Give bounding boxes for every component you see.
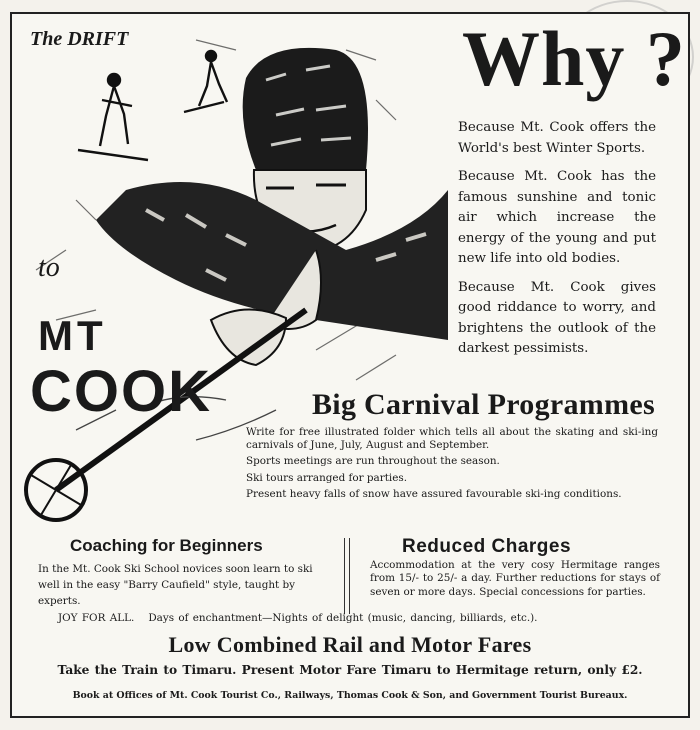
drift-title: The DRIFT (30, 28, 129, 50)
reasons-list (458, 118, 656, 368)
coaching-title: Coaching for Beginners (70, 536, 263, 555)
coaching-body: In the Mt. Cook Ski School novices soon learn to ski well in the easy "Barry Caufield" style, taught by experts. (38, 563, 313, 607)
train-line: Take the Train to Timaru. Present Motor Fare Timaru to Hermitage return, only £2. (57, 663, 643, 677)
booking-line: Book at Offices of Mt. Cook Tourist Co., Railways, Thomas Cook & Son, and Government Tourist Bureaux. (72, 690, 628, 701)
column-divider (344, 538, 350, 614)
carnival-line: Write for free illustrated folder which tells all about the skating and ski-ing carnivals of June, July, August and September. (246, 426, 658, 452)
carnival-line: Ski tours arranged for parties. (246, 471, 408, 484)
headline: Why ? (462, 15, 686, 102)
reason-item: Because Mt. Cook offers the World's best Winter Sports. (458, 120, 656, 156)
carnival-title: Big Carnival Programmes (312, 388, 655, 421)
joy-line (58, 612, 537, 624)
cook-label: COOK (30, 359, 212, 424)
to-label: to (38, 252, 60, 283)
reason-item: Because Mt. Cook has the famous sunshine and tonic air which increase the energy of the young and put new life into old bodies. (458, 169, 656, 266)
reason-item: Because Mt. Cook gives good riddance to worry, and brightens the outlook of the darkest pessimists. (458, 279, 656, 356)
carnival-line: Sports meetings are run throughout the season. (246, 455, 500, 468)
reduced-title: Reduced Charges (402, 536, 572, 557)
carnival-body (246, 426, 658, 504)
joy-text: Days of enchantment—Nights of delight (music, dancing, billiards, etc.). (148, 612, 538, 624)
fares-title: Low Combined Rail and Motor Fares (168, 632, 532, 657)
carnival-line: Present heavy falls of snow have assured favourable ski-ing conditions. (246, 487, 622, 500)
reduced-body: Accommodation at the very cosy Hermitage ranges from 15/- to 25/- a day. Further reductions for stays of seven or more days. Special concessions for parties. (370, 559, 660, 598)
mt-label: MT (38, 312, 107, 359)
joy-lead: JOY FOR ALL. (58, 612, 135, 624)
